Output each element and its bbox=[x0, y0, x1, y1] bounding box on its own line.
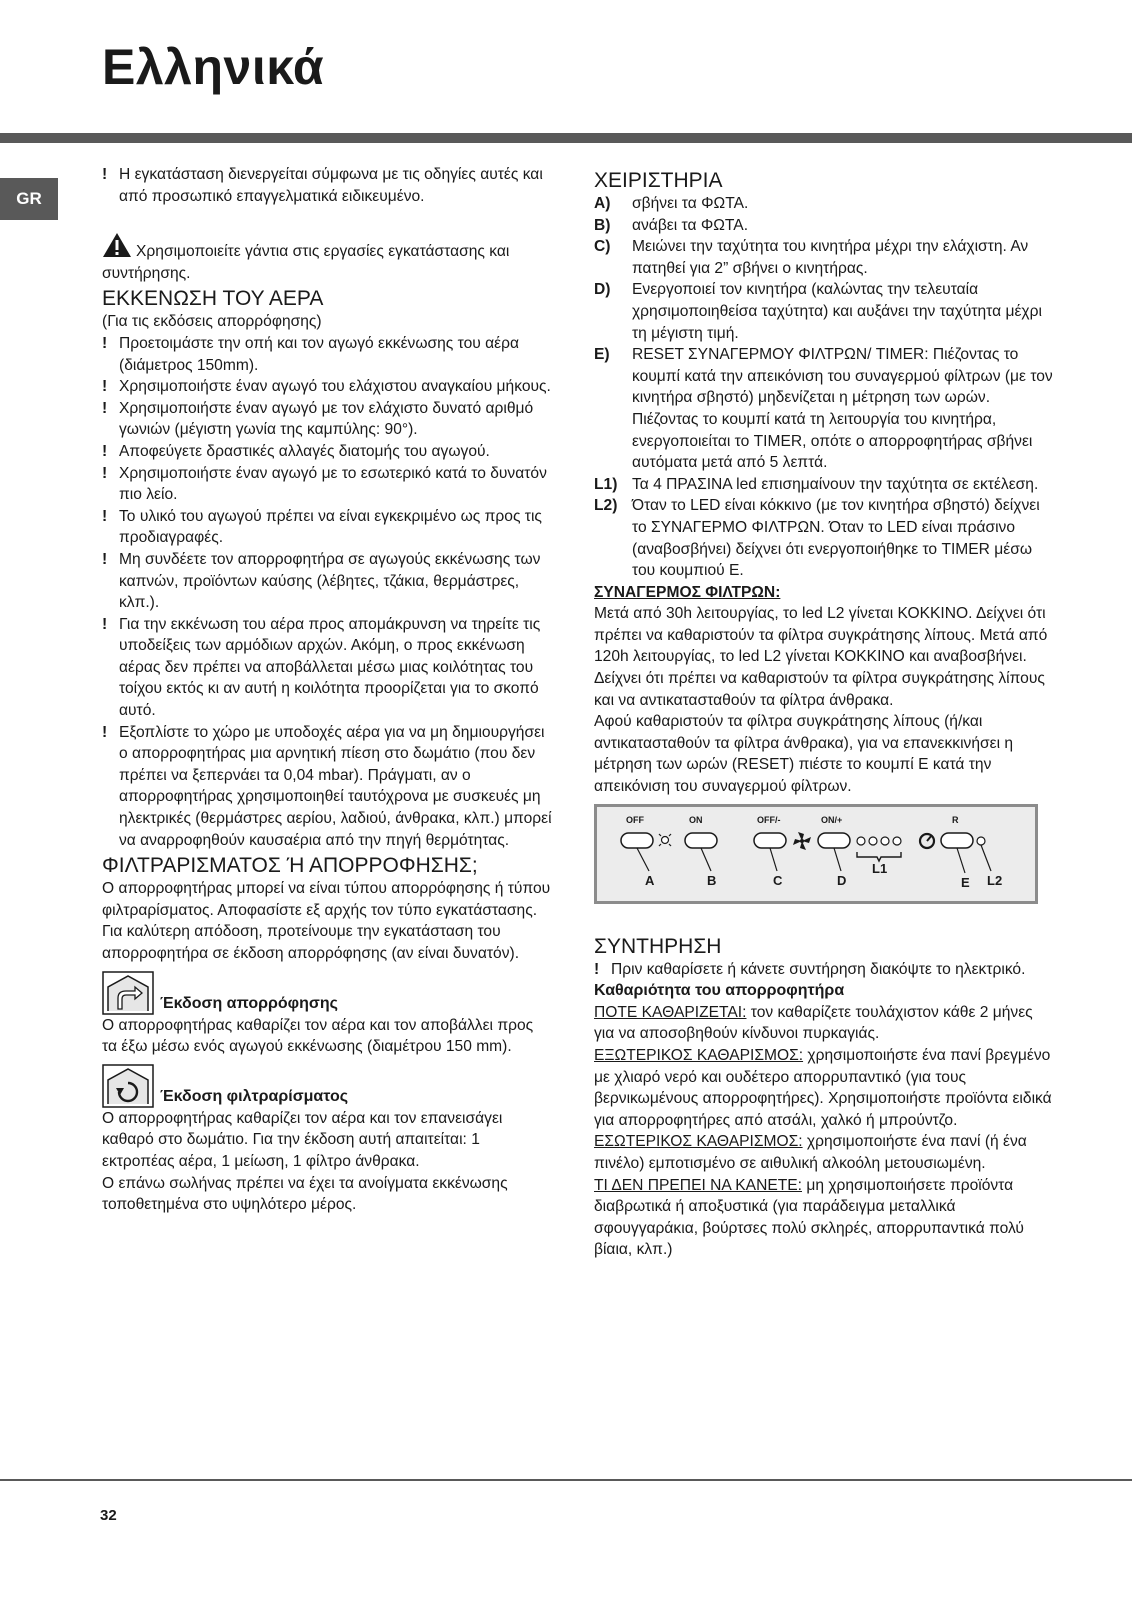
label-on: ON bbox=[689, 814, 703, 825]
control-key: L2) bbox=[594, 497, 618, 515]
filter-alarm-heading: ΣΥΝΑΓΕΡΜΟΣ ΦΙΛΤΡΩΝ: bbox=[594, 583, 781, 601]
right-column bbox=[594, 168, 1054, 1261]
button-a[interactable] bbox=[621, 833, 653, 848]
control-item bbox=[594, 474, 1054, 496]
exclamation-mark: ! bbox=[102, 166, 108, 183]
filter-heading: ΦΙΛΤΡΑΡΙΣΜΑΤΟΣ Ή ΑΠΟΡΡΟΦΗΣΗΣ; bbox=[102, 854, 478, 878]
exhaust-item-text: Το υλικό του αγωγού πρέπει να είναι εγκεκριμένο ως προς τις προδιαγραφές. bbox=[119, 507, 542, 547]
never-clean-paragraph bbox=[594, 1002, 1054, 1045]
control-item bbox=[594, 193, 1054, 215]
exhaust-item-text: Εξοπλίστε το χώρο με υποδοχές αέρα για να μη δημιουργήσει ο απορροφητήρας μια αρνητική πίεση στο δωμάτιο (που δεν πρέπει να ξεπερνάει τα 0,04 mbar). Πράγματι, αν ο απορροφητήρας χρησιμοποιηθεί ταυτόχρονα με συσκευές μη ηλεκτρικές (θερμάστρες αερίου, λαδιού, άνθρακα, κλπ.) μπορεί να αναρροφηθούν καυσαέρια από την πηγή θερμότητας. bbox=[119, 723, 552, 849]
exhaust-item-text: Χρησιμοποιήστε έναν αγωγό με τον ελάχιστο δυνατό αριθμό γωνιών (μέγιστη γωνία της καμπύλης: 90°). bbox=[119, 399, 534, 439]
suction-mode-title: Έκδοση απορρόφησης bbox=[160, 995, 338, 1012]
filter-alarm-text-2: Αφού καθαριστούν τα φίλτρα συγκράτησης λίπους (ή/και αντικατασταθούν τα φίλτρα άνθρακα), για να επανεκκινήσει η μέτρηση των ωρών (RESET) πιέστε το κουμπί E κατά την απεικόνιση του συναγερμού φίλτρων. bbox=[594, 713, 1014, 796]
control-item bbox=[594, 344, 1054, 474]
exclamation-mark: ! bbox=[102, 464, 108, 482]
control-key: A) bbox=[594, 195, 611, 212]
timer-icon bbox=[920, 834, 934, 848]
external-clean-label: ΕΞΩΤΕΡΙΚΟΣ ΚΑΘΑΡΙΣΜΟΣ: bbox=[594, 1047, 804, 1064]
internal-clean-label: ΕΣΩΤΕΡΙΚΟΣ ΚΑΘΑΡΙΣΜΟΣ: bbox=[594, 1133, 803, 1151]
exclamation-mark: ! bbox=[102, 399, 108, 417]
exhaust-subtitle: (Για τις εκδόσεις απορρόφησης) bbox=[102, 313, 322, 331]
exclamation-mark: ! bbox=[594, 960, 600, 978]
filter-alarm-text: Μετά από 30h λειτουργίας, το led L2 γίνεται ΚΟΚΚΙΝΟ. Δείχνει ότι πρέπει να καθαριστούν τα φίλτρα συγκράτησης λίπους. Μετά από 120h λειτουργίας, το led L2 γίνεται ΚΟΚΚΙΝΟ και αναβοσβήνει. Δείχνει ότι πρέπει να καθαριστούν τα φίλτρα συγκράτησης λίπους και να αντικατασταθούν τα φίλτρα άνθρακα. bbox=[594, 605, 1048, 709]
maintenance-warning-text: Πριν καθαρίσετε ή κάνετε συντήρηση διακόψτε το ηλεκτρικό. bbox=[611, 960, 1026, 978]
control-key: B) bbox=[594, 216, 611, 234]
exhaust-item-text: Για την εκκένωση του αέρα προς απομάκρυνση να τηρείτε τις υποδείξεις των αρμόδιων αρχών. Ακόμη, ο προς εκκένωση αέρας δεν πρέπει να αποβάλλεται μέσω μιας κοιλότητας του τοίχου εκτός κι αν αυτή η κοιλότητα προορίζεται για το σκοπό αυτό. bbox=[119, 615, 541, 720]
led-l1-group bbox=[857, 837, 901, 845]
suction-mode-header bbox=[102, 971, 552, 1015]
page-title: Ελληνικά bbox=[102, 39, 325, 95]
light-icon bbox=[659, 834, 671, 846]
intro-text: Η εγκατάσταση διενεργείται σύμφωνα με τις οδηγίες αυτές και από προσωπικό επαγγελματικά ειδικευμένο. bbox=[119, 166, 543, 205]
filtering-mode-text: Ο απορροφητήρας καθαρίζει τον αέρα και τον επανεισάγει καθαρό στο δωμάτιο. Για την έκδοση αυτή απαιτείται: 1 εκτροπέας αέρα, 1 μείωση, 1 φίλτρο άνθρακα. bbox=[102, 1109, 503, 1170]
suction-mode-icon bbox=[102, 971, 154, 1015]
button-e[interactable] bbox=[941, 833, 973, 848]
label-on-plus: ON/+ bbox=[821, 814, 843, 825]
header-rule bbox=[0, 133, 1132, 143]
control-key: L1) bbox=[594, 475, 618, 493]
exclamation-mark: ! bbox=[102, 442, 108, 460]
filtering-mode-text-2: Ο επάνω σωλήνας πρέπει να έχει τα ανοίγματα εκκένωσης τοποθετημένα στο υψηλότερο μέρος. bbox=[102, 1174, 508, 1214]
control-key: C) bbox=[594, 238, 611, 256]
exhaust-heading: ΕΚΚΕΝΩΣΗ ΤΟΥ ΑΕΡΑ bbox=[102, 287, 324, 311]
label-off: OFF bbox=[626, 814, 644, 825]
exhaust-item-text: Χρησιμοποιήστε έναν αγωγό του ελάχιστου αναγκαίου μήκους. bbox=[119, 378, 551, 396]
label-b: B bbox=[707, 872, 717, 888]
controls-heading: ΧΕΙΡΙΣΤΗΡΙΑ bbox=[594, 169, 723, 192]
internal-clean-text: χρησιμοποιήστε ένα πανί (ή ένα πινέλο) εμποτισμένο σε αιθυλική αλκοόλη μετουσιωμένη. bbox=[594, 1133, 1027, 1172]
warning-triangle-icon bbox=[102, 232, 132, 258]
exhaust-list-item bbox=[102, 333, 552, 376]
exhaust-list-item bbox=[102, 722, 552, 852]
control-item bbox=[594, 279, 1054, 344]
exhaust-item-text: Μη συνδέετε τον απορροφητήρα σε αγωγούς εκκένωσης των καπνών, προϊόντων καύσης (λέβητες, τζάκια, θερμάστρες, κλπ.). bbox=[119, 550, 541, 612]
control-description: σβήνει τα ΦΩΤΑ. bbox=[632, 195, 749, 212]
control-description: RESET ΣΥΝΑΓΕΡΜΟΥ ΦΙΛΤΡΩΝ/ TIMER: Πιέζοντας το κουμπί κατά την απεικόνιση του συναγερμού φίλτρων (με τον κινητήρα σβηστό) μηδενίζεται η μέτρηση των ωρών. Πιέζοντας το κουμπί κατά τη λειτουργία του κινητήρα, ενεργοποιείται το TIMER, οπότε ο απορροφητήρας σβήνει αυτόματα μετά από 5 λεπτά. bbox=[632, 346, 1053, 472]
control-panel-drawing bbox=[597, 807, 1035, 901]
exclamation-mark: ! bbox=[102, 615, 108, 633]
suction-mode-text: Ο απορροφητήρας καθαρίζει τον αέρα και τον αποβάλλει προς τα έξω μέσω ενός αγωγού εκκένωσης (διαμέτρου 150 mm). bbox=[102, 1016, 534, 1056]
control-key: D) bbox=[594, 281, 611, 299]
exhaust-item-text: Αποφεύγετε δραστικές αλλαγές διατομής του αγωγού. bbox=[119, 442, 490, 460]
button-d[interactable] bbox=[818, 833, 850, 848]
exhaust-item-text: Χρησιμοποιήστε έναν αγωγό με το εσωτερικό κατά το δυνατόν πιο λείο. bbox=[119, 464, 547, 504]
label-l1: L1 bbox=[872, 860, 888, 876]
dont-text: μη χρησιμοποιήσετε προϊόντα διαβρωτικά ή αποξυστικά (για παράδειγμα μεταλλικά σφουγγαράκια, βούρτσες πολύ σκληρές, απορρυπαντικά πολύ βίαια, κλπ.) bbox=[594, 1176, 1024, 1259]
exclamation-mark: ! bbox=[102, 378, 108, 396]
label-c: C bbox=[773, 872, 783, 888]
label-e: E bbox=[961, 874, 970, 890]
maintenance-heading: ΣΥΝΤΗΡΗΣΗ bbox=[594, 934, 722, 958]
button-c[interactable] bbox=[754, 833, 786, 848]
exhaust-list-item bbox=[102, 506, 552, 549]
exhaust-list-item bbox=[102, 549, 552, 614]
external-clean-text: χρησιμοποιήστε ένα πανί βρεγμένο με χλιαρό νερό και ουδέτερο απορρυπαντικό (για τους βερνικωμένους απορροφητήρες). Χρησιμοποιήστε προϊόντα ειδικά για απορροφητήρες από ατσάλι, χαλκό ή μπρούντζο. bbox=[594, 1047, 1052, 1129]
label-off-minus: OFF/- bbox=[757, 814, 781, 825]
controls-list bbox=[594, 193, 1054, 582]
control-description: Ενεργοποιεί τον κινητήρα (καλώντας την τελευταία χρησιμοποιηθείσα ταχύτητα) και αυξάνει την ταχύτητα μέχρι τη μέγιστη τιμή. bbox=[632, 281, 1042, 342]
control-description: ανάβει τα ΦΩΤΑ. bbox=[632, 216, 749, 234]
filtering-mode-header bbox=[102, 1064, 552, 1108]
control-key: E) bbox=[594, 346, 610, 364]
page-number: 32 bbox=[100, 1507, 117, 1524]
maintenance-warning bbox=[594, 959, 1054, 981]
left-column bbox=[102, 164, 552, 1216]
gloves-text: Χρησιμοποιείτε γάντια στις εργασίες εγκατάστασης και συντήρησης. bbox=[102, 243, 510, 282]
exhaust-list-item bbox=[102, 463, 552, 506]
fan-icon bbox=[793, 832, 811, 850]
control-description: Τα 4 ΠΡΑΣΙΝΑ led επισημαίνουν την ταχύτητα σε εκτέλεση. bbox=[632, 475, 1039, 493]
control-item bbox=[594, 495, 1054, 581]
filtering-mode-icon bbox=[102, 1064, 154, 1108]
filter-text: Ο απορροφητήρας μπορεί να είναι τύπου απορρόφησης ή τύπου φιλτραρίσματος. Αποφασίστε εξ αρχής τον τύπο εγκατάστασης. Για καλύτερη απόδοση, προτείνουμε την εγκατάσταση του απορροφητήρα σε έκδοση απορρόφησης (αν είναι δυνατόν). bbox=[102, 880, 551, 962]
exclamation-mark: ! bbox=[102, 550, 108, 568]
dont-label: ΤΙ ΔΕΝ ΠΡΕΠΕΙ ΝΑ ΚΑΝΕΤΕ: bbox=[594, 1176, 802, 1194]
filtering-mode-title: Έκδοση φιλτραρίσματος bbox=[160, 1088, 349, 1106]
language-tab: GR bbox=[0, 178, 58, 220]
never-clean-text: τον καθαρίζετε τουλάχιστον κάθε 2 μήνες για να αποσοβηθούν κίνδυνοι πυρκαγιάς. bbox=[594, 1003, 1033, 1043]
label-d: D bbox=[837, 872, 847, 888]
exhaust-list-item bbox=[102, 441, 552, 463]
control-description: Μειώνει την ταχύτητα του κινητήρα μέχρι την ελάχιστη. Αν πατηθεί για 2” σβήνει ο κινητήρας. bbox=[632, 238, 1029, 277]
exhaust-item-text: Προετοιμάστε την οπή και τον αγωγό εκκένωσης του αέρα (διάμετρος 150mm). bbox=[119, 334, 519, 374]
exhaust-list-item bbox=[102, 614, 552, 722]
led-l2 bbox=[977, 837, 985, 845]
label-a: A bbox=[645, 872, 655, 888]
gloves-note bbox=[102, 232, 552, 284]
external-clean-paragraph bbox=[594, 1045, 1054, 1131]
internal-clean-paragraph bbox=[594, 1131, 1054, 1174]
intro-note bbox=[102, 164, 552, 207]
dont-paragraph bbox=[594, 1175, 1054, 1261]
exclamation-mark: ! bbox=[102, 507, 108, 525]
control-panel-diagram bbox=[594, 804, 1038, 904]
button-b[interactable] bbox=[685, 833, 717, 848]
cleaning-heading: Καθαριότητα του απορροφητήρα bbox=[594, 982, 845, 1000]
footer-rule bbox=[0, 1479, 1132, 1481]
control-description: Όταν το LED είναι κόκκινο (με τον κινητήρα σβηστό) δείχνει το ΣΥΝΑΓΕΡΜΟ ΦΙΛΤΡΩΝ. Όταν το LED είναι πράσινο (αναβοσβήνει) δείχνει ότι ενεργοποιήθηκε το TIMER μέσω του κουμπιού E. bbox=[632, 497, 1040, 580]
exclamation-mark: ! bbox=[102, 334, 108, 352]
exclamation-mark: ! bbox=[102, 723, 108, 741]
label-r: R bbox=[952, 814, 959, 825]
control-item bbox=[594, 236, 1054, 279]
label-l2: L2 bbox=[987, 872, 1003, 888]
exhaust-list-item bbox=[102, 376, 552, 398]
exhaust-list bbox=[102, 333, 552, 851]
never-clean-label: ΠΟΤΕ ΚΑΘΑΡΙΖΕΤΑΙ: bbox=[594, 1003, 747, 1021]
control-item bbox=[594, 215, 1054, 237]
exhaust-list-item bbox=[102, 398, 552, 441]
